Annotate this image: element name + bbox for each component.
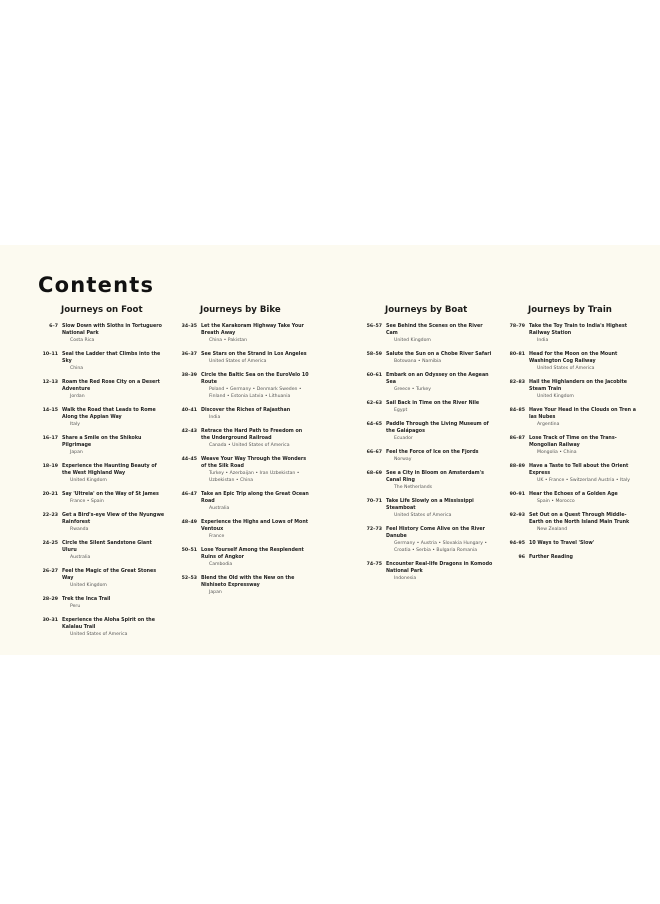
contents-entry: [175, 519, 310, 540]
contents-entry: [36, 323, 166, 344]
entry-page-numbers: 72–73: [366, 527, 382, 532]
entry-page-numbers: 82–83: [509, 380, 525, 385]
entry-page-numbers: 38–39: [181, 373, 197, 378]
contents-entry: [175, 547, 310, 568]
entry-page-numbers: 34–35: [181, 324, 197, 329]
entry-page-numbers: 64–65: [366, 422, 382, 427]
entry-title: Encounter Real-life Dragons in Komodo National Park: [386, 562, 493, 574]
entry-location: France: [209, 534, 225, 539]
entry-page-numbers: 66–67: [366, 450, 382, 455]
entry-location: Peru: [70, 604, 81, 609]
entry-page-numbers: 68–69: [366, 471, 382, 476]
contents-entry: [360, 470, 495, 491]
contents-entry: [360, 323, 495, 344]
entry-page-numbers: 88–89: [509, 464, 525, 469]
section-heading: Journeys by Bike: [200, 305, 281, 315]
entry-page-numbers: 22–23: [42, 513, 58, 518]
entry-location: Poland • Germany • Denmark Sweden • Finland • Estonia Latvia • Lithuania: [209, 387, 302, 399]
entry-title: Salute the Sun on a Chobe River Safari: [386, 352, 492, 357]
entry-page-numbers: 16–17: [42, 436, 58, 441]
entry-page-numbers: 90–91: [509, 492, 525, 497]
entry-location: Mongolia • China: [537, 450, 577, 455]
contents-entry: [175, 491, 310, 512]
entry-page-numbers: 70–71: [366, 499, 382, 504]
entry-title: Retrace the Hard Path to Freedom on the Underground Railroad: [201, 429, 303, 441]
entry-list: [503, 323, 638, 561]
entry-location: United States of America: [70, 632, 128, 637]
entry-location: China: [70, 366, 84, 371]
entry-location: United States of America: [394, 513, 452, 518]
entry-title: Trek the Inca Trail: [62, 597, 111, 602]
entry-page-numbers: 60–61: [366, 373, 382, 378]
column-train: [503, 305, 638, 568]
entry-location: Ecuador: [394, 436, 413, 441]
contents-entry: [36, 351, 166, 372]
entry-title: Head for the Moon on the Mount Washington Cog Railway: [529, 352, 618, 364]
entry-location: United States of America: [209, 359, 267, 364]
entry-page-numbers: 92–93: [509, 513, 525, 518]
entry-title: Say 'Ultreia' on the Way of St James: [62, 492, 159, 497]
contents-entry: [36, 596, 166, 610]
entry-title: Paddle Through the Living Museum of the Galápagos: [386, 422, 489, 434]
entry-title: Seal the Ladder that Climbs into the Sky: [62, 352, 161, 364]
section-heading: Journeys by Boat: [385, 305, 468, 315]
entry-page-numbers: 96: [518, 555, 525, 560]
entry-location: Japan: [209, 590, 222, 595]
entry-title: Take an Epic Trip along the Great Ocean Road: [201, 492, 309, 504]
entry-title: Take the Toy Train to India's Highest Railway Station: [529, 324, 627, 336]
contents-entry: [360, 421, 495, 442]
entry-list: [36, 323, 166, 638]
entry-title: Lose Track of Time on the Trans-Mongolian Railway: [529, 436, 617, 448]
contents-entry: [175, 351, 310, 365]
entry-page-numbers: 28–29: [42, 597, 58, 602]
contents-entry: [36, 512, 166, 533]
entry-location: United Kingdom: [394, 338, 431, 343]
entry-location: Indonesia: [394, 576, 417, 581]
contents-entry: [503, 407, 638, 428]
entry-page-numbers: 10–11: [42, 352, 58, 357]
entry-title: Have Your Head in the Clouds on Tren a las Nubes: [529, 408, 636, 420]
entry-title: Take Life Slowly on a Mississippi Steamboat: [386, 499, 474, 511]
entry-title: Further Reading: [529, 555, 573, 560]
entry-title: Lose Yourself Among the Resplendent Ruins of Angkor: [201, 548, 304, 560]
entry-title: Set Out on a Quest Through Middle-Earth on the North Island Main Trunk: [529, 513, 630, 525]
column-foot: [36, 305, 166, 645]
entry-location: Rwanda: [70, 527, 89, 532]
entry-title: Feel the Force of Ice on the Fjords: [386, 450, 479, 455]
entry-location: Germany • Austria • Slovakia Hungary • Croatia • Serbia • Bulgaria Romania: [394, 541, 488, 553]
entry-title: Circle the Silent Sandstone Giant Uluru: [62, 541, 152, 553]
contents-entry: [503, 512, 638, 533]
entry-title: Embark on an Odyssey on the Aegean Sea: [386, 373, 489, 385]
entry-list: [175, 323, 310, 596]
entry-title: Sail Back in Time on the River Nile: [386, 401, 480, 406]
contents-entry: [36, 617, 166, 638]
section-heading: Journeys on Foot: [61, 305, 143, 315]
entry-page-numbers: 6–7: [49, 324, 58, 329]
entry-page-numbers: 80–81: [509, 352, 525, 357]
entry-page-numbers: 20–21: [42, 492, 58, 497]
entry-page-numbers: 44–45: [181, 457, 197, 462]
contents-entry: [175, 323, 310, 344]
entry-location: Australia: [209, 506, 230, 511]
entry-page-numbers: 58–59: [366, 352, 382, 357]
contents-entry: [360, 449, 495, 463]
entry-title: Weave Your Way Through the Wonders of the Silk Road: [201, 457, 307, 469]
entry-page-numbers: 78–79: [509, 324, 525, 329]
entry-page-numbers: 24–25: [42, 541, 58, 546]
entry-page-numbers: 86–87: [509, 436, 525, 441]
section-heading: Journeys by Train: [528, 305, 612, 315]
contents-entry: [503, 435, 638, 456]
entry-title: Discover the Riches of Rajasthan: [201, 408, 291, 413]
entry-title: See Stars on the Strand in Los Angeles: [201, 352, 307, 357]
entry-location: Jordan: [70, 394, 85, 399]
contents-entry: [360, 561, 495, 582]
entry-title: Blend the Old with the New on the Nishiseto Expressway: [201, 576, 295, 588]
contents-entry: [360, 498, 495, 519]
contents-entry: [503, 323, 638, 344]
entry-location: Turkey • Azerbaijan • Iran Uzbekistan • Uzbekistan • China: [209, 471, 300, 483]
entry-location: China • Pakistan: [209, 338, 247, 343]
contents-entry: [503, 351, 638, 372]
entry-location: India: [537, 338, 549, 343]
entry-page-numbers: 18–19: [42, 464, 58, 469]
contents-entry: [175, 372, 310, 400]
contents-entry: [36, 463, 166, 484]
entry-page-numbers: 56–57: [366, 324, 382, 329]
entry-page-numbers: 36–37: [181, 352, 197, 357]
entry-page-numbers: 26–27: [42, 569, 58, 574]
entry-title: Slow Down with Sloths in Tortuguero National Park: [62, 324, 162, 336]
contents-entry: [36, 540, 166, 561]
entry-location: United States of America: [537, 366, 595, 371]
entry-page-numbers: 40–41: [181, 408, 197, 413]
entry-page-numbers: 30–31: [42, 618, 58, 623]
entry-page-numbers: 48–49: [181, 520, 197, 525]
entry-location: Spain • Morocco: [537, 499, 575, 504]
entry-title: Circle the Baltic Sea on the EuroVelo 10 Route: [201, 373, 309, 385]
contents-entry: [503, 491, 638, 505]
entry-location: United Kingdom: [70, 583, 107, 588]
entry-title: Get a Bird's-eye View of the Nyungwe Rainforest: [62, 513, 165, 525]
entry-location: Cambodia: [209, 562, 233, 567]
contents-entry: [175, 456, 310, 484]
entry-list: [360, 323, 495, 582]
entry-location: United Kingdom: [537, 394, 574, 399]
entry-title: Share a Smile on the Shikoku Pilgrimage: [62, 436, 142, 448]
entry-location: The Netherlands: [394, 485, 433, 490]
entry-page-numbers: 84–85: [509, 408, 525, 413]
contents-entry: [36, 407, 166, 428]
entry-page-numbers: 14–15: [42, 408, 58, 413]
entry-page-numbers: 42–43: [181, 429, 197, 434]
entry-page-numbers: 50–51: [181, 548, 197, 553]
entry-location: Argentina: [537, 422, 560, 427]
entry-location: India: [209, 415, 221, 420]
contents-entry: [36, 491, 166, 505]
contents-entry: [360, 526, 495, 554]
entry-location: United Kingdom: [70, 478, 107, 483]
contents-entry: [503, 463, 638, 484]
contents-entry: [360, 372, 495, 393]
entry-title: Experience the Highs and Lows of Mont Ventoux: [201, 520, 309, 532]
contents-entry: [360, 400, 495, 414]
contents-entry: [36, 435, 166, 456]
column-boat: [360, 305, 495, 589]
entry-location: Japan: [70, 450, 83, 455]
entry-location: Australia: [70, 555, 91, 560]
entry-page-numbers: 62–63: [366, 401, 382, 406]
entry-page-numbers: 52–53: [181, 576, 197, 581]
entry-title: Experience the Haunting Beauty of the West Highland Way: [62, 464, 157, 476]
contents-entry: [503, 554, 638, 561]
entry-page-numbers: 94–95: [509, 541, 525, 546]
entry-title: Hail the Highlanders on the Jacobite Steam Train: [529, 380, 628, 392]
entry-page-numbers: 12–13: [42, 380, 58, 385]
entry-title: 10 Ways to Travel 'Slow': [529, 541, 595, 546]
entry-title: Let the Karakoram Highway Take Your Breath Away: [201, 324, 304, 336]
entry-location: Italy: [70, 422, 80, 427]
entry-title: Have a Taste to Tell about the Orient Express: [529, 464, 629, 476]
entry-title: Feel the Magic of the Great Stones Way: [62, 569, 157, 581]
entry-title: Hear the Echoes of a Golden Age: [529, 492, 618, 497]
contents-entry: [175, 575, 310, 596]
entry-title: Walk the Road that Leads to Rome Along the Appian Way: [62, 408, 156, 420]
entry-location: France • Spain: [70, 499, 104, 504]
entry-title: Feel History Come Alive on the River Danube: [386, 527, 486, 539]
contents-entry: [175, 428, 310, 449]
contents-entry: [503, 540, 638, 547]
entry-title: See Behind the Scenes on the River Cam: [386, 324, 483, 336]
contents-entry: [175, 407, 310, 421]
contents-entry: [360, 351, 495, 365]
contents-entry: [36, 568, 166, 589]
entry-location: Botswana • Namibia: [394, 359, 442, 364]
entry-location: Egypt: [394, 408, 408, 413]
entry-title: Experience the Aloha Spirit on the Kalalau Trail: [62, 618, 155, 630]
contents-entry: [36, 379, 166, 400]
entry-location: Costa Rica: [70, 338, 95, 343]
contents-entry: [503, 379, 638, 400]
entry-location: Canada • United States of America: [209, 443, 290, 448]
entry-location: New Zealand: [537, 527, 568, 532]
entry-title: Roam the Red Rose City on a Desert Adventure: [62, 380, 160, 392]
entry-location: UK • France • Switzerland Austria • Italy: [537, 478, 630, 483]
column-bike: [175, 305, 310, 603]
entry-location: Norway: [394, 457, 412, 462]
entry-location: Greece • Turkey: [394, 387, 431, 392]
entry-page-numbers: 46–47: [181, 492, 197, 497]
entry-page-numbers: 74–75: [366, 562, 382, 567]
entry-title: See a City in Bloom on Amsterdam's Canal Ring: [386, 471, 484, 483]
page-title: Contents: [38, 273, 155, 297]
